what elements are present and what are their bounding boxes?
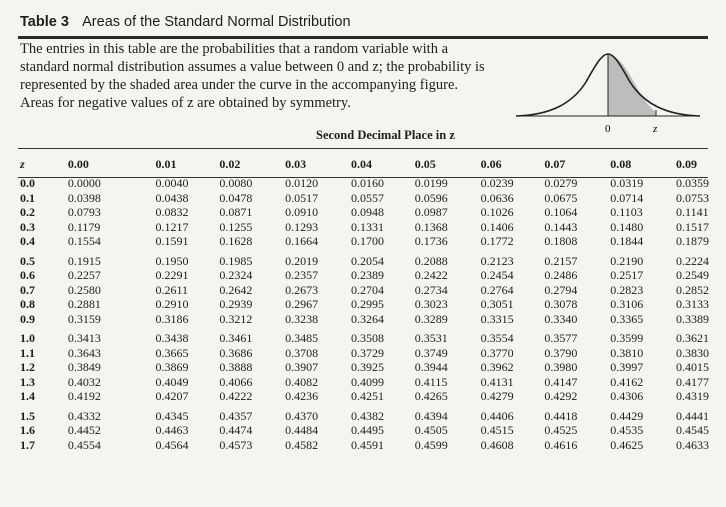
area-cell: 0.3907 [285,360,319,374]
area-cell: 0.2673 [285,282,319,297]
area-cell: 0.4582 [285,437,319,452]
area-cell: 0.4131 [480,374,514,389]
column-header-0-09: 0.09 [676,156,698,171]
area-cell: 0.2967 [285,297,319,311]
column-header-0-05: 0.05 [414,156,436,171]
area-cell: 0.2019 [285,253,319,268]
area-cell: 0.2486 [544,268,578,282]
area-cell: 0.1293 [285,219,319,234]
area-cell: 0.0398 [67,190,101,205]
table-row [14,438,726,453]
column-header-0-02: 0.02 [219,156,241,171]
area-cell: 0.4345 [155,408,189,423]
area-cell: 0.3461 [219,331,253,345]
area-cell: 0.0239 [480,176,514,190]
table-row [14,176,726,191]
area-cell: 0.4564 [155,437,189,452]
area-cell: 0.1179 [67,219,101,234]
area-cell: 0.3770 [480,345,514,360]
z-value-cell: 1.6 [20,423,35,437]
area-cell: 0.0557 [350,190,384,205]
area-cell: 0.0871 [219,205,253,219]
area-cell: 0.3790 [544,345,578,360]
area-cell: 0.0517 [285,190,319,205]
area-cell: 0.1368 [414,219,448,234]
area-cell: 0.4319 [676,389,710,403]
area-cell: 0.3962 [480,360,514,374]
area-cell: 0.4484 [285,423,319,437]
area-cell: 0.4452 [67,423,101,437]
area-cell: 0.2939 [219,297,253,311]
area-cell: 0.4474 [219,423,253,437]
area-cell: 0.4207 [155,389,189,403]
area-cell: 0.4251 [350,389,384,403]
area-cell: 0.4394 [414,408,448,423]
area-cell: 0.3186 [155,311,189,326]
area-cell: 0.4332 [67,408,101,423]
area-cell: 0.3133 [676,297,710,311]
area-cell: 0.3289 [414,311,448,326]
z-value-cell: 0.9 [20,311,35,326]
table-row [14,423,726,438]
area-cell: 0.4082 [285,374,319,389]
area-cell: 0.1736 [414,234,448,248]
area-cell: 0.3749 [414,345,448,360]
area-cell: 0.1844 [610,234,644,248]
area-cell: 0.4192 [67,389,101,403]
area-cell: 0.4015 [676,360,710,374]
area-cell: 0.2910 [155,297,189,311]
area-cell: 0.3810 [610,345,644,360]
area-cell: 0.2704 [350,282,384,297]
table-row [14,375,726,390]
area-cell: 0.2157 [544,253,578,268]
area-cell: 0.3869 [155,360,189,374]
area-cell: 0.4441 [676,408,710,423]
area-cell: 0.3888 [219,360,253,374]
table-description: The entries in this table are the probabilities that a random variable with a standard normal distribution assumes a value between 0 and z; the probability is represented by the shaded area under the curve in the accompanying figure. Areas for negative values of z are obtained by symmetry. [20,41,485,111]
area-cell: 0.4382 [350,408,384,423]
column-header-0-04: 0.04 [350,156,372,171]
area-cell: 0.2324 [219,268,253,282]
area-cell: 0.3621 [676,331,710,345]
area-cell: 0.2291 [155,268,189,282]
area-cell: 0.4463 [155,423,189,437]
z-table [14,152,726,452]
area-cell: 0.3508 [350,331,384,345]
area-cell: 0.1064 [544,205,578,219]
area-cell: 0.3830 [676,345,710,360]
area-cell: 0.3944 [414,360,448,374]
column-header-0-00: 0.00 [67,156,89,171]
area-cell: 0.1664 [285,234,319,248]
area-cell: 0.3997 [610,360,644,374]
area-cell: 0.3554 [480,331,514,345]
area-cell: 0.2389 [350,268,384,282]
column-header-row [14,152,726,176]
area-cell: 0.3665 [155,345,189,360]
table-row [14,409,726,424]
z-value-cell: 0.3 [20,219,35,234]
z-value-cell: 0.7 [20,282,35,297]
area-cell: 0.0987 [414,205,448,219]
z-table-body [14,176,726,452]
area-cell: 0.1141 [676,205,709,219]
area-cell: 0.4162 [610,374,644,389]
area-cell: 0.1103 [610,205,643,219]
area-cell: 0.3106 [610,297,644,311]
title-rule [18,36,708,39]
z-value-cell: 0.1 [20,190,35,205]
area-cell: 0.4633 [676,437,710,452]
area-cell: 0.1255 [219,219,253,234]
z-value-cell: 1.7 [20,437,35,452]
area-cell: 0.4599 [414,437,448,452]
area-cell: 0.0636 [480,190,514,205]
area-cell: 0.2764 [480,282,514,297]
column-header-z: z [20,156,25,171]
area-cell: 0.1808 [544,234,578,248]
table-row [14,254,726,269]
area-cell: 0.0040 [155,176,189,190]
area-cell: 0.1480 [610,219,644,234]
area-cell: 0.3980 [544,360,578,374]
z-value-cell: 0.0 [20,176,35,190]
table-row [14,297,726,312]
area-cell: 0.4515 [480,423,514,437]
area-cell: 0.4616 [544,437,578,452]
area-cell: 0.2734 [414,282,448,297]
area-cell: 0.0279 [544,176,578,190]
area-cell: 0.2823 [610,282,644,297]
area-cell: 0.1950 [155,253,189,268]
area-cell: 0.1879 [676,234,710,248]
column-header-0-06: 0.06 [480,156,502,171]
z-value-cell: 1.0 [20,331,35,345]
area-cell: 0.1628 [219,234,253,248]
area-cell: 0.0319 [610,176,644,190]
area-cell: 0.4049 [155,374,189,389]
area-cell: 0.4495 [350,423,384,437]
area-cell: 0.3643 [67,345,101,360]
area-cell: 0.1591 [155,234,189,248]
area-cell: 0.4279 [480,389,514,403]
table-row [14,191,726,206]
area-cell: 0.0675 [544,190,578,205]
area-cell: 0.2054 [350,253,384,268]
area-cell: 0.0596 [414,190,448,205]
area-cell: 0.1554 [67,234,101,248]
area-cell: 0.2995 [350,297,384,311]
area-cell: 0.0948 [350,205,384,219]
table-header [20,14,351,30]
area-cell: 0.4066 [219,374,253,389]
area-cell: 0.2454 [480,268,514,282]
area-cell: 0.2357 [285,268,319,282]
area-cell: 0.4545 [676,423,710,437]
area-cell: 0.2580 [67,282,101,297]
area-cell: 0.3531 [414,331,448,345]
spanning-header: Second Decimal Place in z [316,128,455,142]
area-cell: 0.2190 [610,253,644,268]
area-cell: 0.0793 [67,205,101,219]
area-cell: 0.0753 [676,190,710,205]
area-cell: 0.1517 [676,219,710,234]
area-cell: 0.0359 [676,176,710,190]
area-cell: 0.3159 [67,311,101,326]
area-cell: 0.1443 [544,219,578,234]
area-cell: 0.2794 [544,282,578,297]
table-row [14,268,726,283]
area-cell: 0.3365 [610,311,644,326]
area-cell: 0.4099 [350,374,384,389]
area-cell: 0.3925 [350,360,384,374]
area-cell: 0.1700 [350,234,384,248]
area-cell: 0.2517 [610,268,644,282]
normal-curve-figure [510,42,706,138]
area-cell: 0.1331 [350,219,384,234]
table-row [14,346,726,361]
column-header-0-08: 0.08 [610,156,632,171]
area-cell: 0.1026 [480,205,514,219]
table-row [14,312,726,332]
area-cell: 0.4625 [610,437,644,452]
area-cell: 0.4265 [414,389,448,403]
area-cell: 0.4222 [219,389,253,403]
area-cell: 0.4236 [285,389,319,403]
area-cell: 0.2642 [219,282,253,297]
area-cell: 0.4147 [544,374,578,389]
table-row [14,205,726,220]
area-cell: 0.3708 [285,345,319,360]
table-row [14,220,726,235]
area-cell: 0.3212 [219,311,253,326]
area-cell: 0.3315 [480,311,514,326]
area-cell: 0.1915 [67,253,101,268]
area-cell: 0.4306 [610,389,644,403]
area-cell: 0.1985 [219,253,253,268]
area-cell: 0.2123 [480,253,514,268]
area-cell: 0.4177 [676,374,710,389]
z-axis-label: z [653,123,658,135]
area-cell: 0.3023 [414,297,448,311]
area-cell: 0.1406 [480,219,514,234]
table-row [14,234,726,254]
area-cell: 0.3340 [544,311,578,326]
area-cell: 0.4429 [610,408,644,423]
area-cell: 0.4406 [480,408,514,423]
area-cell: 0.4573 [219,437,253,452]
area-cell: 0.4535 [610,423,644,437]
area-cell: 0.2881 [67,297,101,311]
area-cell: 0.0714 [610,190,644,205]
area-cell: 0.4554 [67,437,101,452]
column-header-0-03: 0.03 [285,156,307,171]
area-cell: 0.4418 [544,408,578,423]
area-cell: 0.0120 [285,176,319,190]
area-cell: 0.4370 [285,408,319,423]
area-cell: 0.1217 [155,219,189,234]
area-cell: 0.0199 [414,176,448,190]
z-value-cell: 0.4 [20,234,35,248]
area-cell: 0.3264 [350,311,384,326]
area-cell: 0.4505 [414,423,448,437]
area-cell: 0.4591 [350,437,384,452]
area-cell: 0.4525 [544,423,578,437]
table-row [14,283,726,298]
table-top-rule [18,148,708,149]
area-cell: 0.0832 [155,205,189,219]
area-cell: 0.3051 [480,297,514,311]
area-cell: 0.3485 [285,331,319,345]
area-cell: 0.0080 [219,176,253,190]
area-cell: 0.4608 [480,437,514,452]
area-cell: 0.0000 [67,176,101,190]
table-label: Table 3 [20,14,69,30]
area-cell: 0.3078 [544,297,578,311]
z-value-cell: 0.5 [20,253,35,268]
area-cell: 0.0160 [350,176,384,190]
area-cell: 0.3599 [610,331,644,345]
z-value-cell: 0.6 [20,268,35,282]
z-value-cell: 1.5 [20,408,35,423]
area-cell: 0.3413 [67,331,101,345]
area-cell: 0.4115 [414,374,448,389]
area-cell: 0.3577 [544,331,578,345]
area-cell: 0.0910 [285,205,319,219]
table-title: Areas of the Standard Normal Distribution [82,14,351,30]
area-cell: 0.3849 [67,360,101,374]
column-header-0-07: 0.07 [544,156,566,171]
area-cell: 0.2549 [676,268,710,282]
table-row [14,389,726,409]
area-cell: 0.0438 [155,190,189,205]
area-cell: 0.4032 [67,374,101,389]
area-cell: 0.2257 [67,268,101,282]
area-cell: 0.3389 [676,311,710,326]
z-value-cell: 1.2 [20,360,35,374]
area-cell: 0.2224 [676,253,710,268]
area-cell: 0.3238 [285,311,319,326]
area-cell: 0.4292 [544,389,578,403]
area-cell: 0.4357 [219,408,253,423]
area-cell: 0.3438 [155,331,189,345]
table-row [14,360,726,375]
z-value-cell: 1.3 [20,374,35,389]
area-cell: 0.1772 [480,234,514,248]
z-value-cell: 1.1 [20,345,35,360]
z-value-cell: 1.4 [20,389,35,403]
area-cell: 0.3729 [350,345,384,360]
area-cell: 0.2852 [676,282,710,297]
area-cell: 0.2611 [155,282,189,297]
area-cell: 0.2422 [414,268,448,282]
area-cell: 0.3686 [219,345,253,360]
z-value-cell: 0.2 [20,205,35,219]
z-value-cell: 0.8 [20,297,35,311]
table-row [14,331,726,346]
area-cell: 0.2088 [414,253,448,268]
area-cell: 0.0478 [219,190,253,205]
column-header-0-01: 0.01 [155,156,177,171]
origin-label: 0 [605,123,611,135]
